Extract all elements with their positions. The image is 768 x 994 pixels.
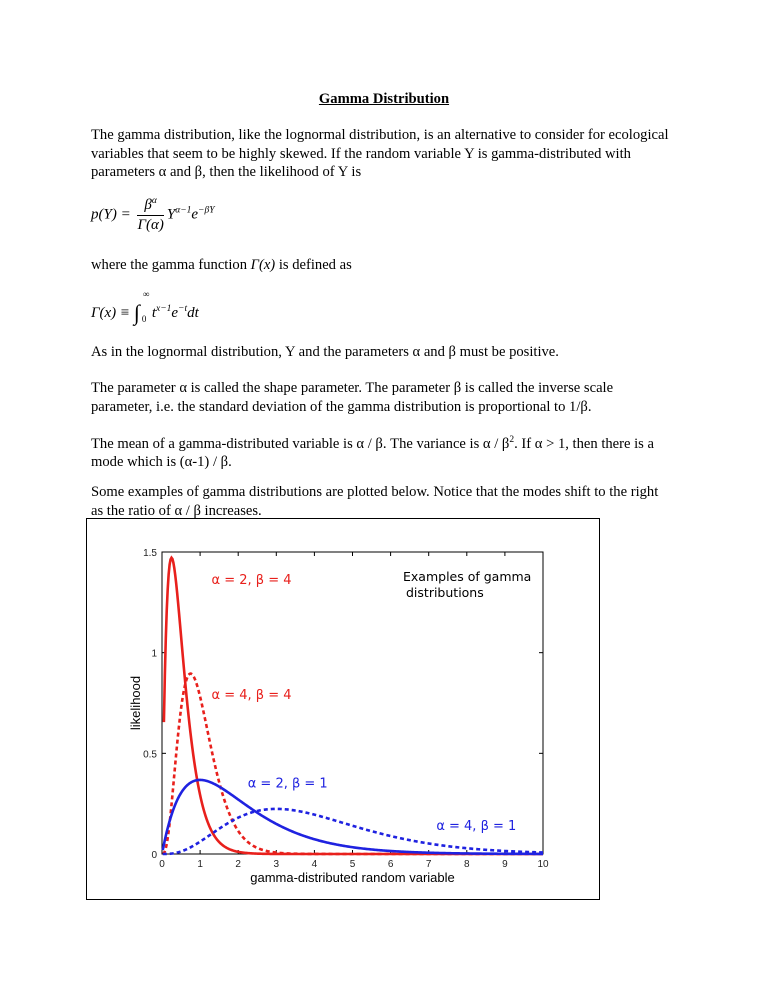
pdf-fraction [137,196,163,234]
series-curve-1 [164,558,543,854]
gamma-figure [86,518,600,900]
plot-frame [162,552,543,854]
gamma-function-equation [91,289,199,325]
p5-b: . If α > 1, then there is a mode which is (α-1) / β. [91,435,654,471]
series-label-1: α = 2, β = 4 [211,573,292,589]
gamma-lhs: Γ(x) ≡ [91,305,131,321]
doc-title: Gamma Distribution [318,91,450,107]
positivity-paragraph: As in the lognormal distribution, Y and the parameters α and β must be positive. [91,344,559,360]
x-axis-label: gamma-distributed random variable [250,870,455,885]
pdf-rhs-base: Y [166,206,176,223]
gamma-dt: dt [187,305,199,321]
gamma-chart [87,519,599,899]
y-tick-label: 1 [151,648,157,660]
pdf-lhs: p(Y) = [91,206,131,223]
integral-sign: ∫ [133,300,140,325]
x-tick-label: 7 [425,859,432,870]
chart-note-line1: Examples of gamma [403,569,532,584]
x-tick-label: 4 [311,859,318,870]
pdf-num: β [144,197,152,213]
y-tick-label: 0.5 [143,749,157,761]
y-axis-label: likelihood [128,675,143,731]
x-tick-label: 1 [197,859,203,870]
pdf-rhs-sup1: α−1 [175,205,192,216]
chart-curves [163,558,543,854]
pdf-num-sup: α [151,196,157,206]
examples-paragraph: Some examples of gamma distributions are plotted below. Notice that the modes shift to the right as the ratio of α / β increases. [91,484,659,519]
x-tick-label: 6 [387,859,394,870]
x-tick-label: 0 [159,859,165,870]
series-label-3: α = 2, β = 1 [247,776,328,792]
intro-paragraph: The gamma distribution, like the lognormal distribution, is an alternative to consider for ecological variables that seem to be highly skewed. If the random variable Y is gamma-distributed with parameters α and β, then the likelihood of Y is [91,127,669,180]
pdf-rhs-sup2: −βY [198,205,215,216]
gamma-base: t [151,305,156,321]
gamma-function-paragraph [91,256,671,275]
y-tick-label: 0 [151,850,157,861]
parameters-paragraph: The parameter α is called the shape parameter. The parameter β is called the inverse scale parameter, i.e. the standard deviation of the gamma distribution is proportional to 1/β. [91,380,614,415]
pdf-rhs-e: e [191,206,199,223]
series-label-4: α = 4, β = 1 [436,818,517,834]
x-tick-label: 8 [464,859,470,870]
p5-sup: 2 [509,435,515,445]
gamma-sup2: −t [178,304,188,314]
x-tick-label: 3 [273,859,280,870]
moments-paragraph [91,431,671,472]
gamma-pdf-equation [91,196,214,234]
x-tick-label: 9 [502,859,508,870]
x-tick-label: 2 [235,859,241,870]
integral-upper: ∞ [142,289,150,299]
p2-suffix: is defined as [275,257,352,273]
p2-prefix: where the gamma function [91,257,251,273]
p2-math: Γ(x) [250,257,276,273]
p5-a: The mean of a gamma-distributed variable is α / β. The variance is α / β [91,435,510,452]
integral-lower: 0 [141,314,147,324]
chart-note-line2: distributions [406,585,484,600]
x-tick-label: 5 [349,859,356,870]
x-tick-label: 10 [537,859,549,870]
y-tick-label: 1.5 [143,548,157,559]
gamma-sup1: x−1 [155,304,172,314]
series-label-2: α = 4, β = 4 [211,687,292,703]
gamma-e: e [171,305,179,321]
pdf-den: Γ(α) [137,217,164,233]
